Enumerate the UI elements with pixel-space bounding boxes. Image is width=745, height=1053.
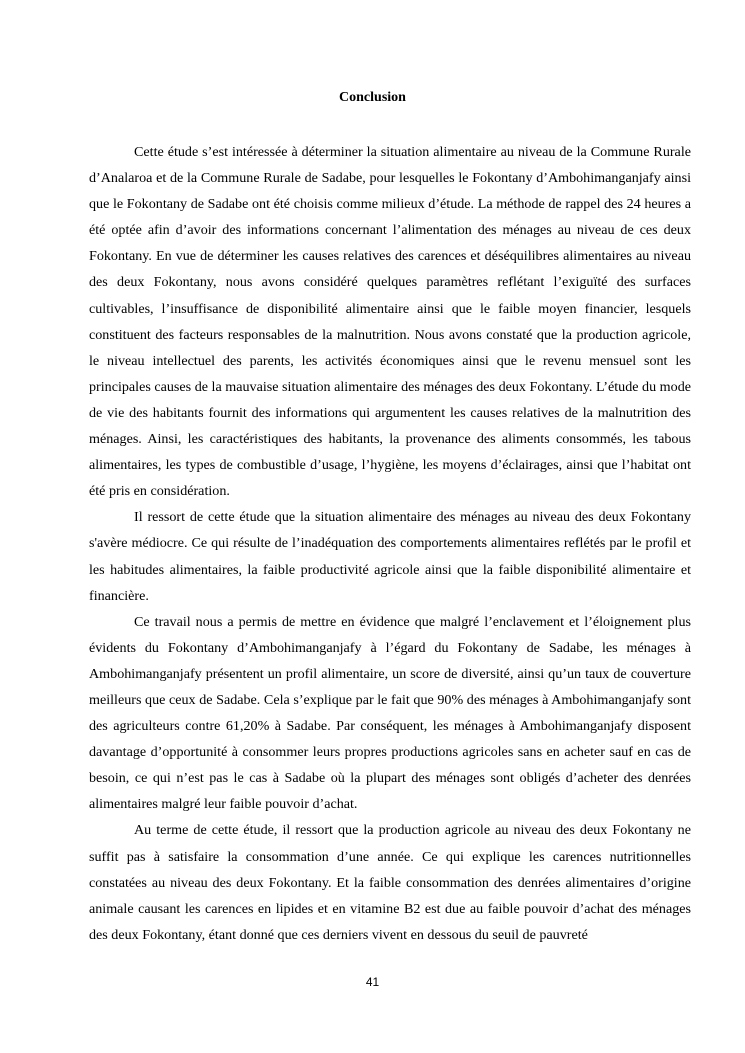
paragraph-4: Au terme de cette étude, il ressort que la production agricole au niveau des deux Fokontany ne suffit pas à satisfaire la consommation d’une année. Ce qui explique les carences nutritionnelles constatées au niveau des deux Fokontany. Et la faible consommation des denrées alimentaires d’origine animale causant les carences en lipides et en vitamine B2 est due au faible pouvoir d’achat des ménages des deux Fokontany, étant donné que ces derniers vivent en dessous du seuil de pauvreté: [89, 822, 691, 943]
paragraph-1: Cette étude s’est intéressée à déterminer la situation alimentaire au niveau de la Commune Rurale d’Analaroa et de la Commune Rurale de Sadabe, pour lesquelles le Fokontany d’Ambohimanganjafy ainsi que le Fokontany de Sadabe ont été choisis comme milieux d’étude. La méthode de rappel des 24 heures a été optée afin d’avoir des informations concernant l’alimentation des ménages au niveau de ces deux Fokontany. En vue de déterminer les causes relatives des carences et déséquilibres alimentaires au niveau des deux Fokontany, nous avons considéré quelques paramètres reflétant l’exiguïté des surfaces cultivables, l’insuffisance de disponibilité alimentaire ainsi que le faible moyen financier, lesquels constituent des facteurs responsables de la malnutrition. Nous avons constaté que la production agricole, le niveau intellectuel des parents, les activités économiques ainsi que le revenu mensuel sont les principales causes de la mauvaise situation alimentaire des ménages des deux Fokontany. L’étude du mode de vie des habitants fournit des informations qui argumentent les causes relatives de la malnutrition des ménages. Ainsi, les caractéristiques des habitants, la provenance des aliments consommés, les tabous alimentaires, les types de combustible d’usage, l’hygiène, les moyens d’éclairages, ainsi que l’habitat ont été pris en considération.: [89, 144, 691, 500]
paragraph-3: Ce travail nous a permis de mettre en évidence que malgré l’enclavement et l’éloignement plus évidents du Fokontany d’Ambohimanganjafy à l’égard du Fokontany de Sadabe, les ménages à Ambohimanganjafy présentent un profil alimentaire, un score de diversité, ainsi qu’un taux de couverture meilleurs que ceux de Sadabe. Cela s’explique par le fait que 90% des ménages à Ambohimanganjafy sont des agriculteurs contre 61,20% à Sadabe. Par conséquent, les ménages à Ambohimanganjafy disposent davantage d’opportunité à consommer leurs propres productions agricoles sans en acheter sauf en cas de besoin, ce qui n’est pas le cas à Sadabe où la plupart des ménages sont obligés d’acheter des denrées alimentaires malgré leur faible pouvoir d’achat.: [89, 613, 691, 813]
page-number: 41: [365, 975, 380, 989]
page-title: Conclusion: [339, 90, 406, 105]
body-text: [89, 139, 691, 948]
paragraph-2: Il ressort de cette étude que la situation alimentaire des ménages au niveau des deux Fokontany s'avère médiocre. Ce qui résulte de l’inadéquation des comportements alimentaires reflétés par le profil et les habitudes alimentaires, la faible productivité agricole ainsi que la faible disponibilité alimentaire et financière.: [89, 509, 691, 604]
